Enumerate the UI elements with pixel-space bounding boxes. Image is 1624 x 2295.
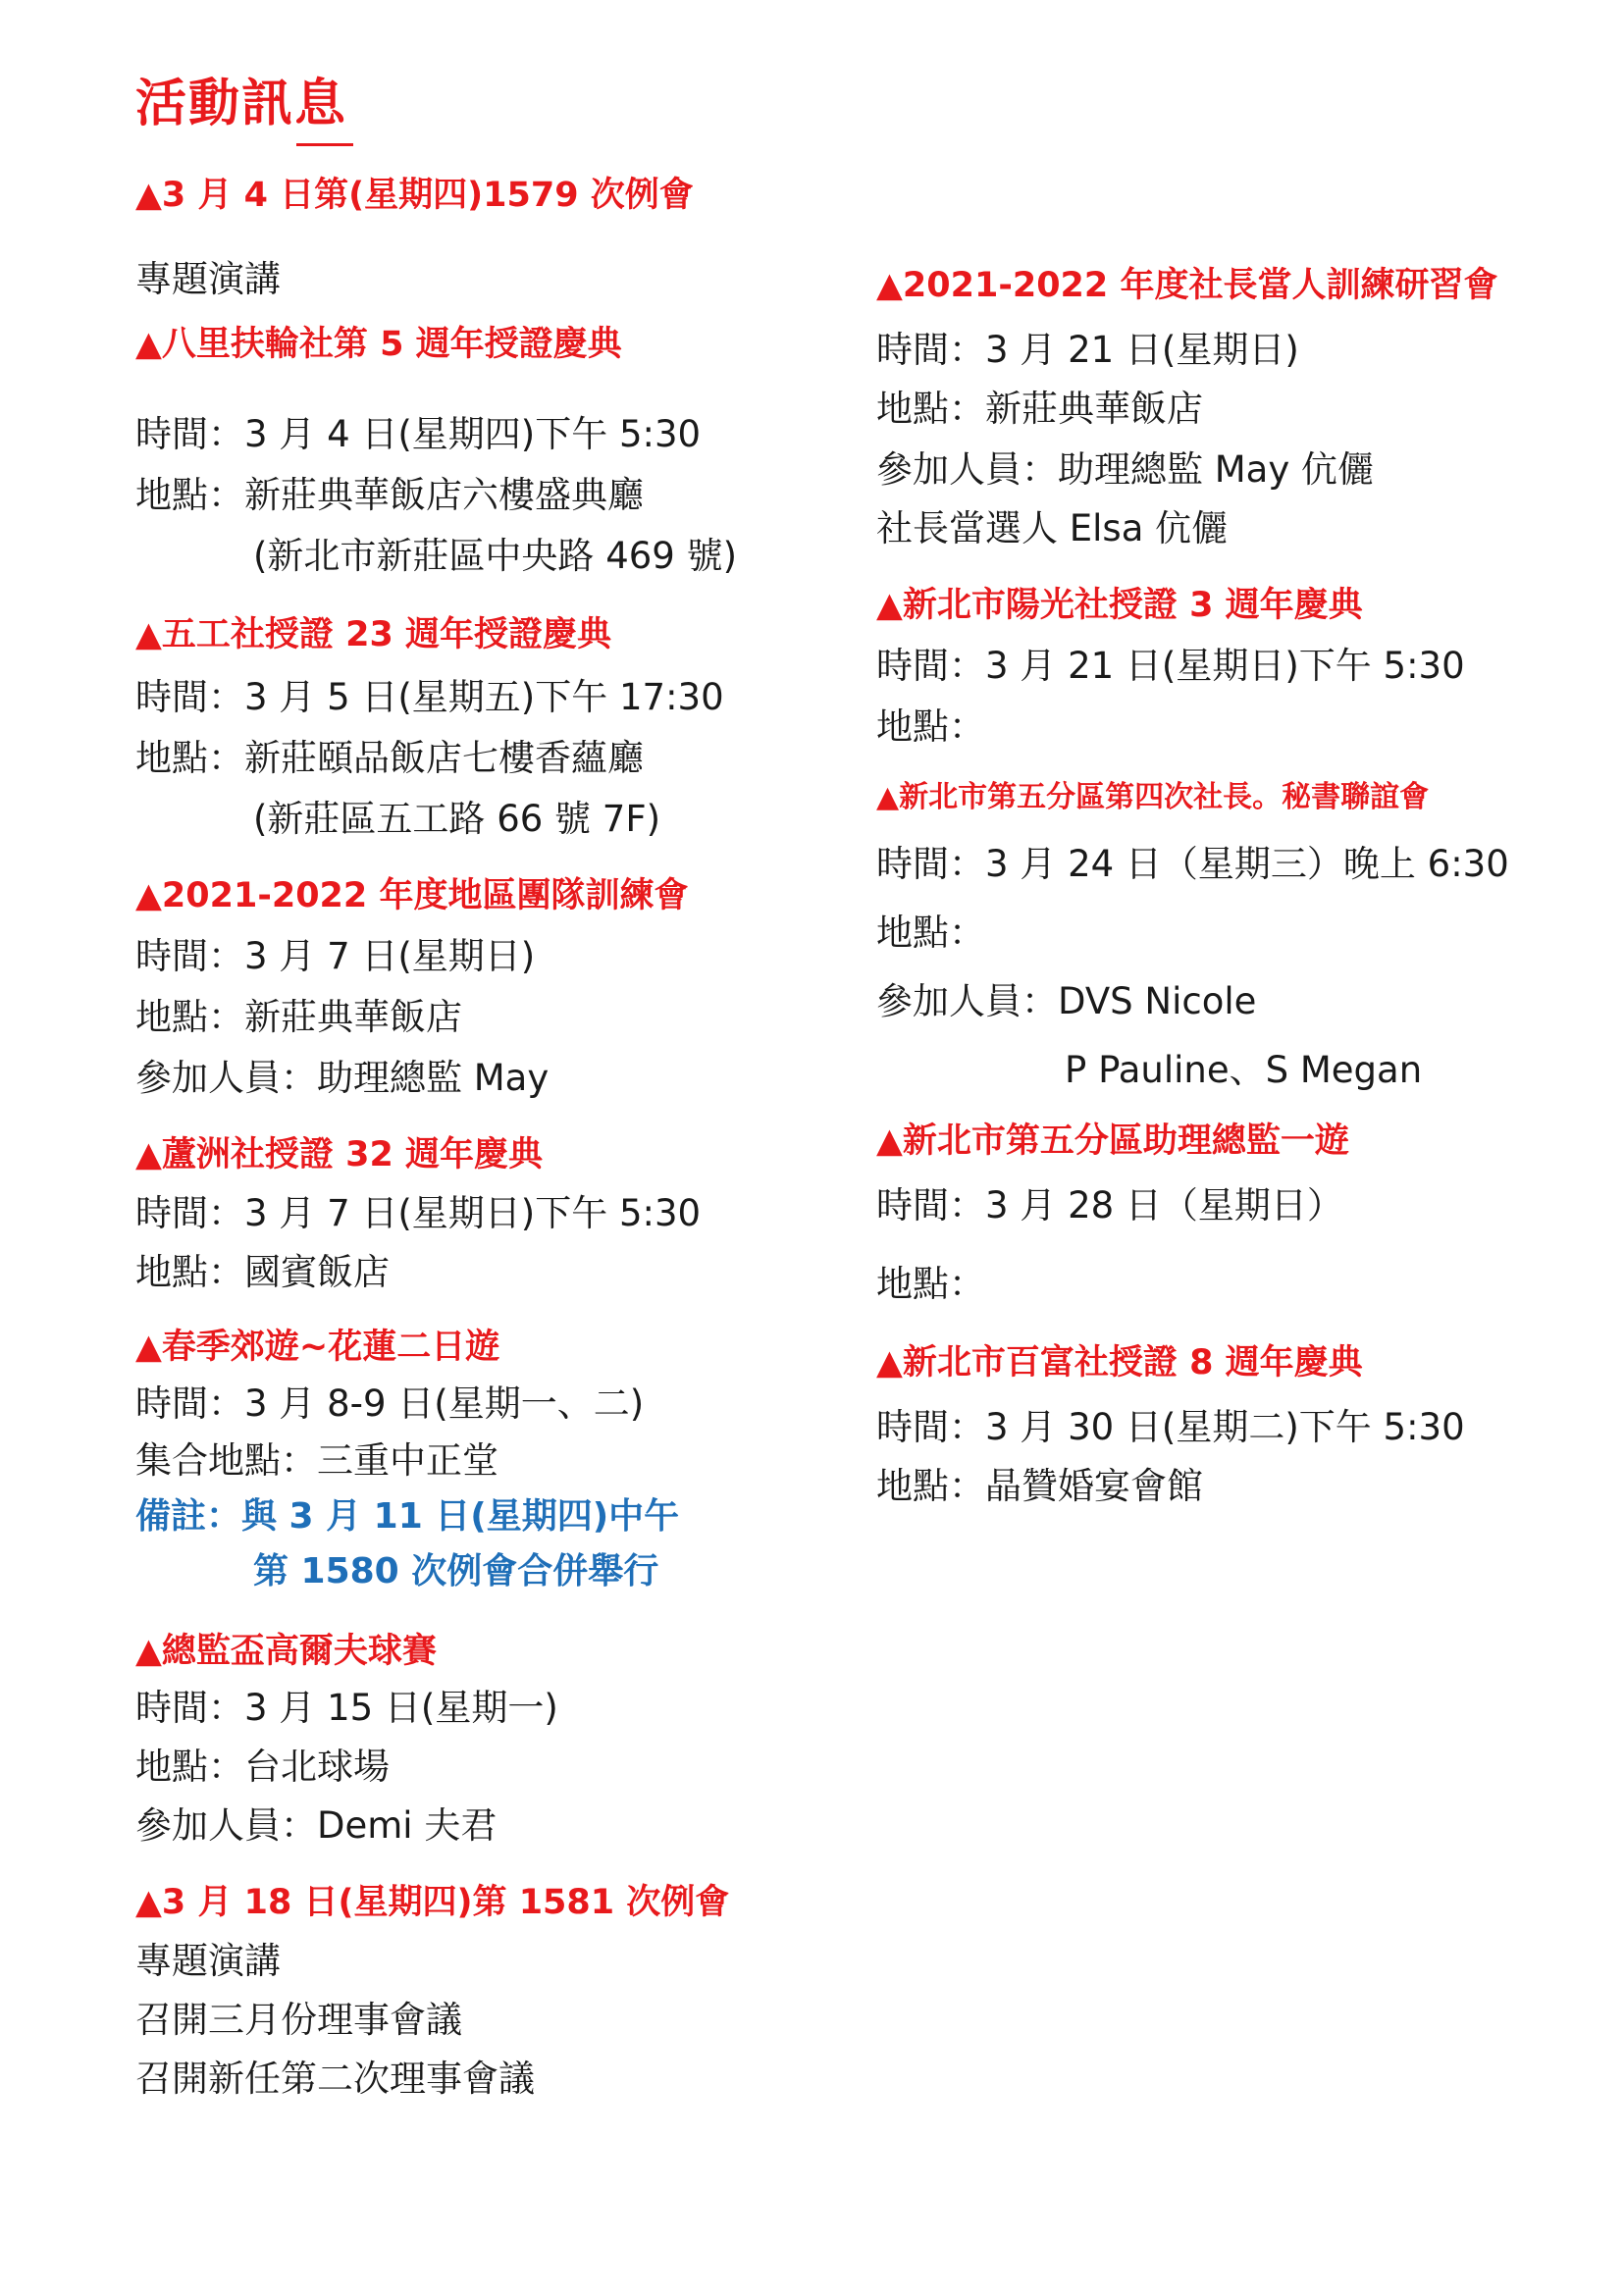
page-title: 活動訊息: [135, 75, 348, 133]
event-location: 地點：台北球場: [135, 1746, 390, 1788]
event-time: 時間：3 月 7 日(星期日): [135, 935, 536, 977]
event-attendees: 參加人員：助理總監 May: [135, 1057, 550, 1099]
event-time: 時間：3 月 24 日（星期三）晚上 6:30: [876, 843, 1509, 885]
event-attendees: 社長當選人 Elsa 伉儷: [876, 507, 1229, 549]
event-address: (新莊區五工路 66 號 7F): [253, 798, 661, 840]
event-time: 時間：3 月 21 日(星期日): [876, 329, 1299, 371]
event-location: 地點：國賓飯店: [135, 1251, 390, 1293]
event-heading: ▲新北市陽光社授證 3 週年慶典: [876, 586, 1363, 625]
event-time: 時間：3 月 15 日(星期一): [135, 1687, 558, 1729]
event-time: 時間：3 月 28 日（星期日）: [876, 1184, 1343, 1226]
event-attendees: 參加人員：助理總監 May 伉儷: [876, 448, 1375, 491]
event-location: 地點：晶贊婚宴會館: [876, 1465, 1203, 1507]
event-location: 地點：新莊頤品飯店七樓香蘊廳: [135, 737, 644, 779]
event-address: (新北市新莊區中央路 469 號): [253, 535, 738, 577]
event-attendees: 參加人員：Demi 夫君: [135, 1804, 498, 1847]
event-heading: ▲新北市第五分區第四次社長。秘書聯誼會: [876, 780, 1430, 814]
event-time: 時間：3 月 21 日(星期日)下午 5:30: [876, 645, 1465, 687]
event-location: 地點：新莊典華飯店: [135, 996, 462, 1038]
event-time: 時間：3 月 8-9 日(星期一、二): [135, 1382, 645, 1425]
event-note: 第 1580 次例會合併舉行: [253, 1551, 659, 1591]
event-time: 時間：3 月 30 日(星期二)下午 5:30: [876, 1406, 1465, 1448]
event-heading: ▲總監盃高爾夫球賽: [135, 1632, 437, 1671]
event-attendees: P Pauline、S Megan: [1065, 1049, 1423, 1091]
event-location: 地點：: [876, 912, 985, 954]
event-heading: ▲春季郊遊~花蓮二日遊: [135, 1328, 500, 1367]
event-time: 時間：3 月 5 日(星期五)下午 17:30: [135, 676, 724, 718]
event-detail: 召開三月份理事會議: [135, 1999, 462, 2041]
event-heading: ▲2021-2022 年度社長當人訓練研習會: [876, 266, 1498, 305]
event-heading: ▲新北市第五分區助理總監一遊: [876, 1121, 1349, 1161]
event-time: 時間：3 月 7 日(星期日)下午 5:30: [135, 1192, 702, 1234]
event-location: 地點：新莊典華飯店: [876, 388, 1203, 430]
event-time: 時間：3 月 4 日(星期四)下午 5:30: [135, 413, 702, 455]
event-heading: ▲蘆洲社授證 32 週年慶典: [135, 1135, 543, 1174]
event-location: 地點：: [876, 705, 985, 748]
event-attendees: 參加人員：DVS Nicole: [876, 980, 1257, 1022]
event-note: 備註：與 3 月 11 日(星期四)中午: [135, 1496, 680, 1537]
event-location: 地點：: [876, 1263, 985, 1305]
title-underline: [296, 143, 353, 146]
event-heading: ▲2021-2022 年度地區團隊訓練會: [135, 876, 689, 915]
event-heading: ▲新北市百富社授證 8 週年慶典: [876, 1343, 1363, 1382]
event-location: 地點：新莊典華飯店六樓盛典廳: [135, 474, 644, 516]
event-heading: ▲八里扶輪社第 5 週年授證慶典: [135, 325, 622, 364]
event-heading: ▲五工社授證 23 週年授證慶典: [135, 615, 611, 654]
event-detail: 召開新任第二次理事會議: [135, 2058, 535, 2100]
event-detail: 專題演講: [135, 1940, 281, 1982]
event-location: 集合地點：三重中正堂: [135, 1439, 498, 1482]
event-heading: ▲3 月 4 日第(星期四)1579 次例會: [135, 176, 694, 215]
event-detail: 專題演講: [135, 258, 281, 300]
event-heading: ▲3 月 18 日(星期四)第 1581 次例會: [135, 1883, 730, 1922]
